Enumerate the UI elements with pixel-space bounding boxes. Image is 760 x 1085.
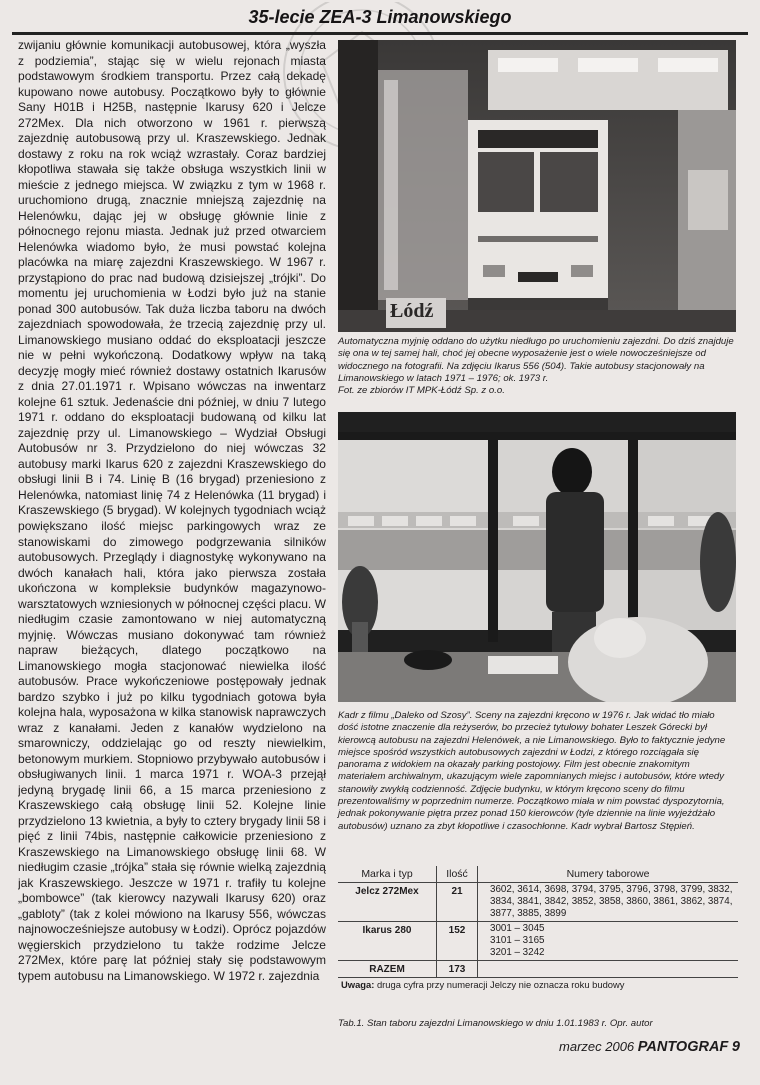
- photo-sign-text: Łódź: [390, 300, 434, 322]
- page-footer: [540, 1037, 740, 1057]
- total-count: 173: [437, 961, 478, 978]
- bus-wash-illustration: [338, 40, 736, 332]
- footer-magazine: PANTOGRAF: [637, 1039, 729, 1055]
- row-model: Jelcz 272Mex: [338, 883, 437, 922]
- film-still-illustration: [338, 412, 736, 702]
- fleet-number-line: 3201 – 3242: [490, 947, 545, 958]
- table-row-total: [338, 961, 738, 978]
- bus-wash-photo: [338, 40, 736, 332]
- table-note: [338, 978, 738, 993]
- row-numbers: [478, 922, 739, 961]
- fleet-number-line: 3834, 3841, 3842, 3852, 3858, 3860, 3861, 3862, 3874,: [490, 896, 733, 907]
- total-numbers: [478, 961, 739, 978]
- footer-issue: marzec 2006: [559, 1039, 635, 1054]
- fleet-number-line: 3602, 3614, 3698, 3794, 3795, 3796, 3798, 3799, 3832,: [490, 884, 733, 895]
- fleet-number-line: 3877, 3885, 3899: [490, 908, 567, 919]
- table-row: [338, 883, 738, 922]
- header-model: Marka i typ: [338, 866, 437, 883]
- film-still-photo: [338, 412, 736, 702]
- note-label: Uwaga:: [341, 979, 375, 990]
- table-row: [338, 922, 738, 961]
- total-label: RAZEM: [338, 961, 437, 978]
- row-count: 21: [437, 883, 478, 922]
- bus-wash-credit: Fot. ze zbiorów IT MPK-Łódź Sp. z o.o.: [338, 385, 505, 397]
- page-header-title: 35-lecie ZEA-3 Limanowskiego: [248, 7, 512, 27]
- table-note-row: [338, 978, 738, 993]
- bus-wash-caption: Automatyczna myjnię oddano do użytku niedługo po uruchomieniu zajezdni. Do dziś znajduje się ona w tej samej hali, choć jej obecne wyposażenie jest o wiele nowocześniejsze od widocznego na fotografii. Na zdjęciu Ikarus 556 (504). Takie autobusy stacjonowały na Limanowskiego w latach 1971 – 1976; ok. 1973 r.: [338, 336, 734, 384]
- header-rule: [12, 32, 748, 35]
- fleet-number-line: 3101 – 3165: [490, 935, 545, 946]
- fleet-table-block: [338, 866, 738, 1013]
- bus-wash-caption-block: [338, 336, 736, 397]
- fleet-table: [338, 866, 738, 992]
- fleet-table-header-row: [338, 866, 738, 883]
- header-numbers: Numery taborowe: [478, 866, 739, 883]
- article-body: zwijaniu głównie komunikacji autobusowej, która „wyszła z podziemia”, stając się w wielu rejonach miasta podstawowym środkiem transportu. Przez całą dekadę kupowano nowe autobusy. Początkowo były to głównie Sany H01B i H25B, następnie Ikarusy 620 i Jelcze 272Mex. Dla nich otworzono w 1961 r. pierwszą zajezdnię autobusową przy ul. Kraszewskiego. Jednak dostawy z roku na rok wciąż wzrastały. Coraz bardziej kłopotliwa stawała się także obsługa wszystkich linii w mieście z jednego miejsca. W związku z tym w 1968 r. uruchomiono drugą, znacznie mniejszą zajezdnię na Helenówku, dając jej w obsługę głównie linie z północnego rejonu miasta. Jednak już przed otwarciem Helenówka wiadomo było, że musi powstać kolejna placówka na miarę zajezdni Kraszewskiego. W 1967 r. przystąpiono do prac nad budową dzisiejszej „trójki”. Do momentu jej uruchomienia w Łodzi było już na stanie ponad 300 autobusów. Tak duża liczba taboru na dwóch zajezdniach spowodowała, że trzecią zajezdnię przy ul. Limanowskiego musiano oddać do eksploatacji jeszcze nie w pełni wykończoną. Dodatkowy wpływ na taką decyzję mogły mieć również dostawy ostatnich Ikarusów z dnia 27.01.1971 r. Wpisano wówczas na inwentarz kolejne 61 sztuk. Jedenaście dni później, w dniu 7 lutego 1971 r. oddano do eksploatacji budowaną od kilku lat zajezdnię przy ul. Limanowskiego – Wydział Obsługi Autobusów nr 3. Przydzielono do niej wówczas 32 autobusy marki Ikarus 620 z zajezdni Kraszewskiego do obsługi linii B i 74. Linię B (16 brygad) przeniesiono z Helenówka, natomiast linię 74 z Helenówka (11 brygad) i Kraszewskiego (5 brygad). W kolejnych tygodniach wciąż powiększano ilość miejsc parkingowych wraz ze stanowiskami do zimowego podgrzewania silników autobusowych. Przeglądy i diagnostykę wykonywano na dwóch kanałach hali, która jako pierwsza została ukończona w kompleksie budynków magazynowo-warsztatowych wzniesionych w północnej części placu. W niedługim czasie zamontowano w niej automatyczną myjnię. Wówczas musiano dokonywać tam również napraw bieżących, dlatego początkowo na Limanowskiego mogła stacjonować niewielka ilość autobusów. Prace wykończeniowe postępowały jednak bardzo szybko i już po kilku tygodniach gotowa była kolejna hala, wyposażona w kilka stanowisk naprawczych wraz z kanałami. Jeden z kanałów wydzielono na smarowniczy, oddzielając go od reszty niewielkim, betonowym murkiem. Stopniowo przybywało autobusów i obsługiwanych linii. 1 marca 1971 r. WOA-3 przejął jedyną brygadę linii 66, a 15 marca przeniesiono z Kraszewskiego całą obsługę linii 52. Kolejne linie przydzielono 13 kwietnia, a były to cztery brygady linii 58 i pięć z linii 74bis, następnie całkowicie przeniesiono z Kraszewskiego na Limanowskiego obsługę linii 68. W niedługim czasie „trójka” stała się równie wielką zajezdnią jak Kraszewskiego. Jeszcze w 1971 r. trafiły tu kolejne „bombowce” (tak kierowcy nazywali Ikarusy 620) oraz „gabloty” (tak z kolei mówiono na Ikarusy 556, wówczas najnowocześniejsze autobusy w Łodzi). Oprócz pojazdów węgierskich przydzielono tu także rodzime Jelcze 272Mex, które parę lat później stały się podstawowym typem autobusu na Limanowskiego. W 1972 r. zajezdnia: [18, 38, 326, 983]
- table-caption: Tab.1. Stan taboru zajezdni Limanowskiego w dniu 1.01.1983 r. Opr. autor: [338, 1018, 653, 1029]
- fleet-number-line: 3001 – 3045: [490, 923, 545, 934]
- row-count: 152: [437, 922, 478, 961]
- film-still-caption: Kadr z filmu „Daleko od Szosy”. Sceny na zajezdni kręcono w 1976 r. Jak widać tło miało dość istotne znaczenie dla reżyserów, bo przecież tytułowy bohater Leszek Górecki był kierowcą autobusu na zajezdni Helenówek, a nie Limanowskiego. Było to faktycznie jedyne miejsce spośród wszystkich autobusowych zajezdni w Łodzi, z którego rozciągała się panorama z widokiem na okazały parking postojowy. Film jest obecnie znakomitym materiałem archiwalnym, ukazującym wiele zapomnianych miejsc i autobusów, które wtedy stanowiły zwykłą codzienność. Zdjęcie budynku, w którym kręcono sceny do filmu prezentowaliśmy w poprzednim numerze. Początkowo miała w nim powstać dyspozytornia, jednak pokonywanie piętra przez ponad 150 kierowców (tyle dziennie na linie wyjeżdżało autobusów) uznano za zbyt kłopotliwe i czasochłonne. Kadr wybrał Bartosz Stępień.: [338, 710, 726, 832]
- row-numbers: [478, 883, 739, 922]
- header-count: Ilość: [437, 866, 478, 883]
- note-text: druga cyfra przy numeracji Jelczy nie oznacza roku budowy: [376, 979, 625, 990]
- row-model: Ikarus 280: [338, 922, 437, 961]
- footer-page-number: 9: [731, 1039, 740, 1055]
